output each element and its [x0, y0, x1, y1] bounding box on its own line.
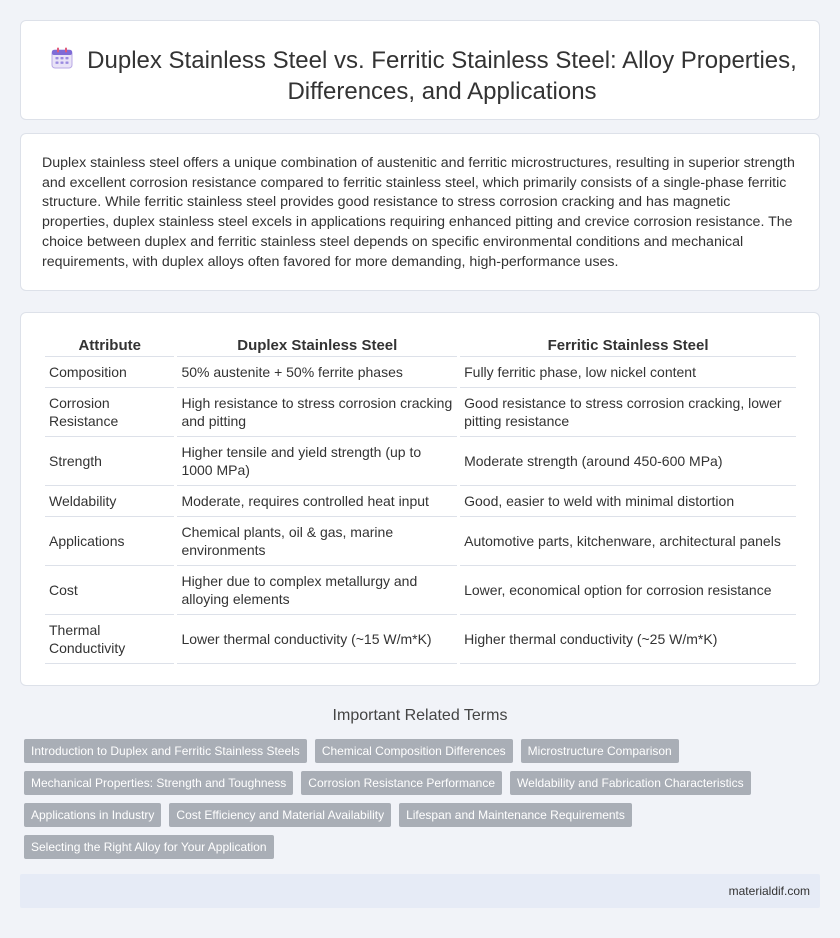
table-row	[45, 437, 796, 486]
related-term-tag[interactable]: Introduction to Duplex and Ferritic Stainless Steels	[24, 739, 307, 763]
comparison-table-card	[20, 312, 820, 686]
row-ferritic-value: Good, easier to weld with minimal distortion	[460, 486, 796, 517]
footer-site-link[interactable]: materialdif.com	[728, 884, 810, 898]
related-term-tag[interactable]: Weldability and Fabrication Characteristics	[510, 771, 751, 795]
header-attribute: Attribute	[45, 333, 174, 357]
row-ferritic-value: Moderate strength (around 450-600 MPa)	[460, 437, 796, 486]
page-title: Duplex Stainless Steel vs. Ferritic Stainless Steel: Alloy Properties, Differences, and Applications	[87, 47, 797, 105]
header-ferritic: Ferritic Stainless Steel	[460, 333, 796, 357]
row-duplex-value: High resistance to stress corrosion cracking and pitting	[177, 388, 457, 437]
related-terms-title: Important Related Terms	[332, 707, 508, 724]
row-ferritic-value: Higher thermal conductivity (~25 W/m*K)	[460, 615, 796, 664]
table-row	[45, 517, 796, 566]
related-term-tag[interactable]: Microstructure Comparison	[521, 739, 679, 763]
header-card	[20, 20, 820, 120]
row-attribute: Thermal Conductivity	[45, 615, 174, 664]
table-row	[45, 486, 796, 517]
related-term-tag[interactable]: Chemical Composition Differences	[315, 739, 513, 763]
related-term-tag[interactable]: Corrosion Resistance Performance	[301, 771, 502, 795]
related-term-tag[interactable]: Lifespan and Maintenance Requirements	[399, 803, 632, 827]
table-header-row	[45, 333, 796, 357]
related-term-tag[interactable]: Selecting the Right Alloy for Your Application	[24, 835, 274, 859]
row-attribute: Strength	[45, 437, 174, 486]
related-term-tag[interactable]: Cost Efficiency and Material Availability	[169, 803, 391, 827]
row-ferritic-value: Automotive parts, kitchenware, architectural panels	[460, 517, 796, 566]
table-row	[45, 615, 796, 664]
row-duplex-value: Chemical plants, oil & gas, marine environments	[177, 517, 457, 566]
row-ferritic-value: Good resistance to stress corrosion cracking, lower pitting resistance	[460, 388, 796, 437]
row-attribute: Cost	[45, 566, 174, 615]
row-duplex-value: Higher tensile and yield strength (up to 1000 MPa)	[177, 437, 457, 486]
intro-paragraph: Duplex stainless steel offers a unique combination of austenitic and ferritic microstructures, resulting in superior strength and excellent corrosion resistance compared to ferritic stainless steel, which primarily consists of a single-phase ferritic structure. While ferritic stainless steel provides good resistance to stress corrosion cracking and has magnetic properties, duplex stainless steel excels in applications requiring enhanced pitting and crevice corrosion resistance. The choice between duplex and ferritic stainless steel depends on specific environmental conditions and mechanical requirements, with duplex alloys often favored for more demanding, high-performance uses.	[42, 155, 795, 270]
table-row	[45, 388, 796, 437]
row-duplex-value: Higher due to complex metallurgy and alloying elements	[177, 566, 457, 615]
intro-card	[20, 133, 820, 291]
row-duplex-value: 50% austenite + 50% ferrite phases	[177, 357, 457, 388]
comparison-table	[42, 333, 799, 664]
calendar-icon	[49, 45, 75, 71]
table-row	[45, 357, 796, 388]
row-duplex-value: Moderate, requires controlled heat input	[177, 486, 457, 517]
related-term-tag[interactable]: Applications in Industry	[24, 803, 161, 827]
row-attribute: Weldability	[45, 486, 174, 517]
footer	[20, 874, 820, 908]
row-ferritic-value: Fully ferritic phase, low nickel content	[460, 357, 796, 388]
row-attribute: Applications	[45, 517, 174, 566]
row-duplex-value: Lower thermal conductivity (~15 W/m*K)	[177, 615, 457, 664]
row-attribute: Composition	[45, 357, 174, 388]
row-attribute: Corrosion Resistance	[45, 388, 174, 437]
related-term-tag[interactable]: Mechanical Properties: Strength and Toughness	[24, 771, 293, 795]
table-row	[45, 566, 796, 615]
row-ferritic-value: Lower, economical option for corrosion resistance	[460, 566, 796, 615]
header-duplex: Duplex Stainless Steel	[177, 333, 457, 357]
related-terms-list	[24, 739, 804, 859]
